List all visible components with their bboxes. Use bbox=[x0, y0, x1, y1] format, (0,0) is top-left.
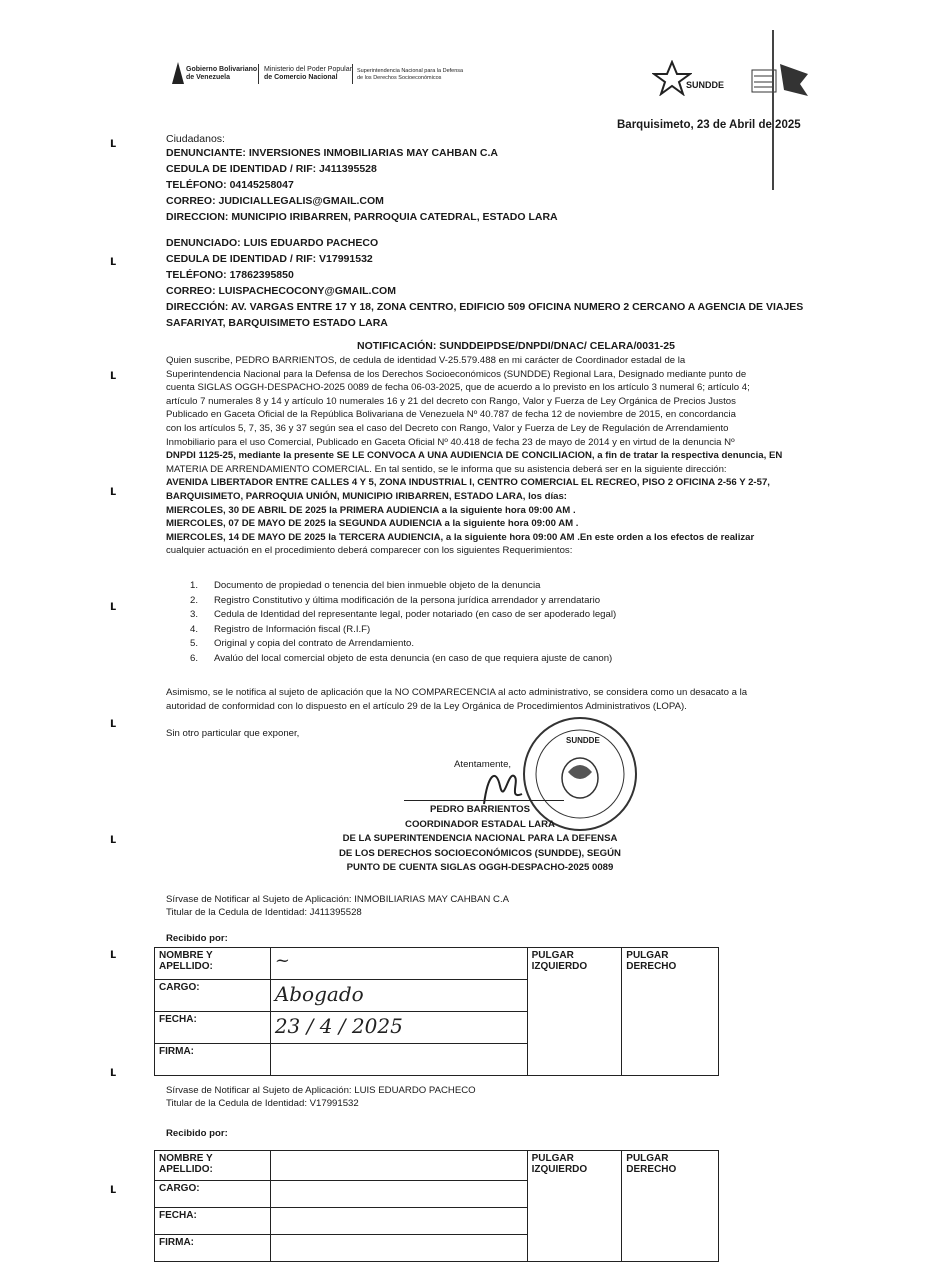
body-line: artículo 7 numerales 8 y 14 y artículo 10 numerales 16 y 21 del decreto con Rango, Valor y Fuerza de Ley Orgánica de Precios Justos bbox=[166, 395, 736, 407]
gov-line2: de Venezuela bbox=[186, 74, 230, 81]
stamp-text: SUNDDE bbox=[566, 736, 600, 745]
requirements-intro: cualquier actuación en el procedimiento deberá comparecer con los siguientes Requerimientos: bbox=[166, 545, 573, 557]
super-line1: Superintendencia Nacional para la Defensa bbox=[357, 68, 464, 74]
firma-label: FIRMA: bbox=[155, 1235, 271, 1262]
signatory-title: DE LA SUPERINTENDENCIA NACIONAL PARA LA DEFENSA bbox=[342, 833, 618, 844]
requirement-item bbox=[190, 623, 616, 638]
margin-mark: ʟ bbox=[110, 482, 117, 498]
firma-field[interactable] bbox=[270, 1044, 527, 1076]
requirement-number: 3. bbox=[190, 609, 199, 620]
receipt-table-1 bbox=[154, 947, 719, 1076]
body-line: con los artículos 5, 7, 35, 36 y 37 según sea el caso del Decreto con Rango, Valor y Fuerza de Ley de Regulación de Arrendamiento bbox=[166, 422, 729, 434]
margin-mark: ʟ bbox=[110, 1063, 117, 1079]
requirement-text: Documento de propiedad o tenencia del bien inmueble objeto de la denuncia bbox=[214, 580, 541, 591]
header-divider bbox=[258, 64, 259, 84]
nombre-label: NOMBRE Y APELLIDO: bbox=[155, 1151, 271, 1181]
body-line: Inmobiliario para el uso Comercial, Publicado en Gaceta Oficial Nº 40.418 de fecha 23 de mayo de 2014 y en virtud de la denuncia Nº bbox=[166, 436, 735, 448]
super-line2: de los Derechos Socioeconómicos bbox=[357, 74, 442, 81]
super-name bbox=[357, 68, 463, 81]
notification-title: NOTIFICACIÓN: SUNDDEIPDSE/DNPDI/DNAC/ CELARA/0031-25 bbox=[357, 340, 675, 352]
body-line: AVENIDA LIBERTADOR ENTRE CALLES 4 Y 5, ZONA INDUSTRIAL I, CENTRO COMERCIAL EL RECREO, PISO 2 OFICINA 2-56 Y 2-57, bbox=[166, 477, 770, 489]
firma-field[interactable] bbox=[270, 1235, 527, 1262]
body-line: DNPDI 1125-25, mediante la presente SE LE CONVOCA A UNA AUDIENCIA DE CONCILIACION, a fin de tratar la respectiva denuncia, EN bbox=[166, 450, 783, 462]
signatory-title: PUNTO DE CUENTA SIGLAS OGGH-DESPACHO-2025 0089 bbox=[346, 862, 614, 873]
cargo-handwritten: Abogado bbox=[274, 982, 364, 1006]
margin-mark: ʟ bbox=[110, 134, 117, 150]
margin-mark: ʟ bbox=[110, 597, 117, 613]
denunciante-block bbox=[166, 147, 558, 224]
body-line: Quien suscribe, PEDRO BARRIENTOS, de cedula de identidad V-25.579.488 en mi carácter de Coordinador estadal de la bbox=[166, 355, 686, 366]
body-line: MATERIA DE ARRENDAMIENTO COMERCIAL. En tal sentido, se le informa que su asistencia deberá ser en la siguiente dirección: bbox=[166, 463, 727, 475]
hearing-line: MIERCOLES, 30 DE ABRIL DE 2025 la PRIMERA AUDIENCIA a la siguiente hora 09:00 AM . bbox=[166, 504, 576, 516]
ministry-line2: de Comercio Nacional bbox=[264, 74, 338, 81]
warning-line: Asimismo, se le notifica al sujeto de aplicación que la NO COMPARECENCIA al acto administrativo, se considera como un desacato a la bbox=[166, 687, 748, 698]
notify-id: Titular de la Cedula de Identidad: J411395528 bbox=[166, 907, 362, 918]
denunciado-address-cont: SAFARIYAT, BARQUISIMETO ESTADO LARA bbox=[166, 317, 388, 329]
gov-star-icon bbox=[172, 62, 184, 84]
denunciado-block bbox=[166, 237, 803, 330]
requirement-number: 1. bbox=[190, 580, 199, 591]
denunciante-rif: CEDULA DE IDENTIDAD / RIF: J411395528 bbox=[166, 163, 377, 175]
atentamente-label: Atentamente, bbox=[454, 759, 512, 770]
denunciante-email: CORREO: JUDICIALLEGALIS@GMAIL.COM bbox=[166, 195, 384, 207]
body-line: BARQUISIMETO, PARROQUIA UNIÓN, MUNICIPIO IRIBARREN, ESTADO LARA, los días: bbox=[166, 490, 568, 502]
margin-mark: ʟ bbox=[110, 1180, 117, 1196]
anniversary-logo bbox=[750, 60, 812, 100]
denunciado-email: CORREO: LUISPACHECOCONY@GMAIL.COM bbox=[166, 285, 396, 297]
gov-name bbox=[186, 66, 257, 82]
requirement-text: Registro Constitutivo y última modificación de la persona jurídica arrendador y arrendatario bbox=[214, 594, 601, 606]
nombre-label: NOMBRE Y APELLIDO: bbox=[155, 948, 271, 980]
warning-line: autoridad de conformidad con lo dispuesto en el artículo 29 de la Ley Orgánica de Procedimientos Administrativos (LOPA). bbox=[166, 701, 687, 712]
gov-logo bbox=[172, 62, 184, 84]
signatory-title: DE LOS DERECHOS SOCIOECONÓMICOS (SUNDDE), SEGÚN bbox=[339, 847, 621, 859]
fecha-label: FECHA: bbox=[155, 1208, 271, 1235]
requirement-text: Registro de Información fiscal (R.I.F) bbox=[214, 623, 371, 635]
requirement-text: Cedula de Identidad del representante legal, poder notariado (en caso de ser apoderado legal) bbox=[214, 609, 617, 620]
received-by-label: Recibido por: bbox=[166, 1128, 228, 1139]
pulgar-derecho-box: PULGAR DERECHO bbox=[622, 1151, 719, 1262]
body-line: Publicado en Gaceta Oficial de la República Bolivariana de Venezuela Nº 40.787 de fecha 12 de noviembre de 2015, en concordancia bbox=[166, 409, 736, 421]
pulgar-izquierdo-box: PULGAR IZQUIERDO bbox=[527, 948, 622, 1076]
requirement-item bbox=[190, 579, 616, 594]
signatory-block bbox=[330, 803, 630, 876]
cargo-label: CARGO: bbox=[155, 1181, 271, 1208]
firma-label: FIRMA: bbox=[155, 1044, 271, 1076]
signatory-name: PEDRO BARRIENTOS bbox=[429, 804, 531, 815]
scan-artifact-line bbox=[772, 30, 774, 190]
notify-block-2 bbox=[166, 1084, 476, 1110]
cargo-field[interactable] bbox=[270, 1181, 527, 1208]
signature-line bbox=[404, 800, 564, 801]
requirement-number: 5. bbox=[190, 638, 199, 649]
requirement-item bbox=[190, 637, 616, 652]
body-line: Superintendencia Nacional para la Defensa de los Derechos Socioeconómicos (SUNDDE) Regional Lara, Designado mediante punto de bbox=[166, 368, 747, 380]
anniversary-emblem-icon bbox=[750, 60, 812, 100]
warning-paragraph bbox=[166, 686, 747, 714]
denunciado-phone: TELÉFONO: 17862395850 bbox=[166, 269, 294, 281]
margin-mark: ʟ bbox=[110, 830, 117, 846]
margin-mark: ʟ bbox=[110, 945, 117, 961]
cargo-label: CARGO: bbox=[155, 980, 271, 1012]
fecha-label: FECHA: bbox=[155, 1012, 271, 1044]
denunciado-rif: CEDULA DE IDENTIDAD / RIF: V17991532 bbox=[166, 253, 373, 265]
requirement-number: 6. bbox=[190, 652, 199, 664]
notify-subject: Sírvase de Notificar al Sujeto de Aplicación: LUIS EDUARDO PACHECO bbox=[166, 1085, 476, 1096]
margin-mark: ʟ bbox=[110, 714, 117, 730]
closing-text: Sin otro particular que exponer, bbox=[166, 728, 300, 739]
hearing-line: MIERCOLES, 07 DE MAYO DE 2025 la SEGUNDA AUDIENCIA a la siguiente hora 09:00 AM . bbox=[166, 518, 579, 530]
notify-id: Titular de la Cedula de Identidad: V17991532 bbox=[166, 1098, 359, 1109]
hearing-line: MIERCOLES, 14 DE MAYO DE 2025 la TERCERA AUDIENCIA, a la siguiente hora 09:00 AM .En este orden a los efectos de realizar bbox=[166, 531, 755, 543]
fecha-handwritten: 23 / 4 / 2025 bbox=[274, 1014, 403, 1038]
gov-line1: Gobierno Bolivariano bbox=[186, 66, 258, 73]
requirement-text: Avalúo del local comercial objeto de esta denuncia (en caso de que requiera ajuste de canon) bbox=[214, 652, 613, 664]
body-paragraph bbox=[166, 354, 804, 558]
requirement-text: Original y copia del contrato de Arrendamiento. bbox=[214, 638, 414, 649]
notify-block-1 bbox=[166, 893, 509, 919]
fecha-field[interactable] bbox=[270, 1208, 527, 1235]
denunciado-address: DIRECCIÓN: AV. VARGAS ENTRE 17 Y 18, ZONA CENTRO, EDIFICIO 509 OFICINA NUMERO 2 CERCANO A AGENCIA DE VIAJES bbox=[166, 301, 804, 313]
denunciado-name: DENUNCIADO: LUIS EDUARDO PACHECO bbox=[166, 237, 379, 249]
sundde-logo bbox=[652, 60, 742, 96]
ministry-name bbox=[264, 66, 352, 82]
cargo-field[interactable] bbox=[270, 980, 527, 1012]
pulgar-derecho-box: PULGAR DERECHO bbox=[622, 948, 719, 1076]
date-line: Barquisimeto, 23 de Abril de 2025 bbox=[617, 119, 801, 131]
requirements-list bbox=[190, 579, 616, 666]
body-line: cuenta SIGLAS OGGH-DESPACHO-2025 0089 de fecha 06-03-2025, que de acuerdo a lo previsto en los artículo 3 numeral 6; artículo 4; bbox=[166, 382, 750, 394]
requirement-item bbox=[190, 652, 616, 667]
received-by-label: Recibido por: bbox=[166, 933, 228, 944]
denunciante-address: DIRECCION: MUNICIPIO IRIBARREN, PARROQUIA CATEDRAL, ESTADO LARA bbox=[166, 211, 558, 223]
sundde-logo-text: SUNDDE bbox=[686, 80, 725, 90]
signatory-title: COORDINADOR ESTADAL LARA bbox=[405, 818, 555, 830]
receipt-table-2 bbox=[154, 1150, 719, 1262]
pulgar-izquierdo-box: PULGAR IZQUIERDO bbox=[527, 1151, 622, 1262]
denunciante-name: DENUNCIANTE: INVERSIONES INMOBILIARIAS MAY CAHBAN C.A bbox=[166, 147, 498, 159]
denunciante-phone: TELÉFONO: 04145258047 bbox=[166, 179, 294, 191]
margin-mark: ʟ bbox=[110, 366, 117, 382]
requirement-item bbox=[190, 608, 616, 623]
header-divider bbox=[352, 64, 353, 84]
requirement-number: 2. bbox=[190, 594, 199, 606]
requirement-item bbox=[190, 594, 616, 609]
notify-subject: Sírvase de Notificar al Sujeto de Aplicación: INMOBILIARIAS MAY CAHBAN C.A bbox=[166, 894, 510, 905]
nombre-field[interactable] bbox=[270, 1151, 527, 1181]
margin-mark: ʟ bbox=[110, 252, 117, 268]
star-logo-icon bbox=[652, 60, 692, 96]
addressee-label: Ciudadanos: bbox=[166, 133, 225, 145]
nombre-field[interactable]: ~ bbox=[270, 948, 527, 980]
ministry-line1: Ministerio del Poder Popular bbox=[264, 66, 352, 73]
requirement-number: 4. bbox=[190, 623, 199, 635]
fecha-field[interactable] bbox=[270, 1012, 527, 1044]
